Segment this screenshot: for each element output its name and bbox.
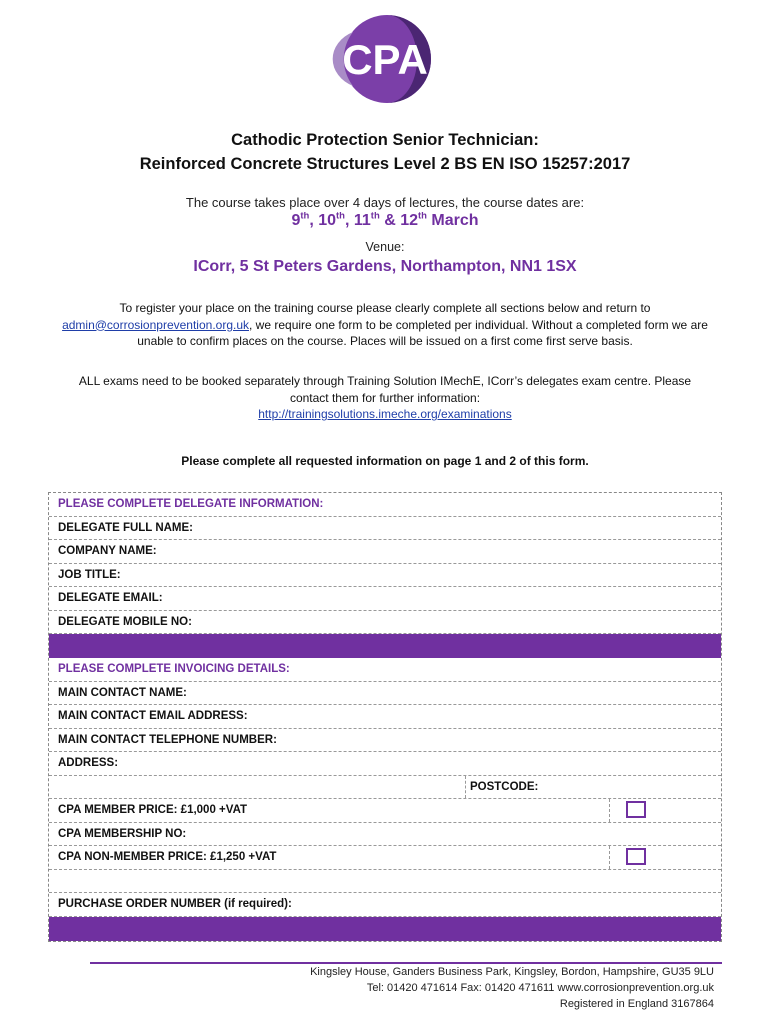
main-contact-name-field[interactable]: MAIN CONTACT NAME: [49,682,721,706]
registration-paragraph: To register your place on the training course please clearly complete all sections below and return to admin@corrosionprevention.org.uk, we require one form to be completed per individual. Without a completed form we are unable to confirm places on the course. Places will be issued on a first come first serve basis. [62,301,708,348]
delegate-email-field[interactable]: DELEGATE EMAIL: [49,587,721,611]
footer-address: Kingsley House, Ganders Business Park, Kingsley, Bordon, Hampshire, GU35 9LU [310,966,714,978]
venue-address: ICorr, 5 St Peters Gardens, Northampton, NN1 1SX [193,258,577,275]
course-intro: The course takes place over 4 days of lectures, the course dates are: [185,195,585,210]
cpa-logo [331,14,439,104]
course-title-line2: Reinforced Concrete Structures Level 2 BS EN ISO 15257:2017 [139,155,631,173]
course-dates: 9th, 10th, 11th & 12th March [291,210,479,229]
non-member-price-row [49,846,721,870]
delegate-name-field[interactable]: DELEGATE FULL NAME: [49,517,721,541]
po-number-field[interactable]: PURCHASE ORDER NUMBER (if required): [49,893,721,917]
blank-row [49,870,721,894]
delegate-mobile-field[interactable]: DELEGATE MOBILE NO: [49,611,721,635]
delegate-heading: PLEASE COMPLETE DELEGATE INFORMATION: [49,493,721,517]
member-price-checkbox[interactable] [626,801,646,818]
member-price-row [49,799,721,823]
membership-no-label: CPA MEMBERSHIP NO: [58,827,187,840]
postcode-field[interactable]: POSTCODE: [465,776,538,799]
logo-text: CPA [342,36,428,83]
registration-email-link[interactable]: admin@corrosionprevention.org.uk [62,317,250,332]
address-field[interactable]: ADDRESS: [49,752,721,776]
exams-url-link[interactable]: http://trainingsolutions.imeche.org/examinations [258,407,512,421]
form-footer-band [49,917,721,941]
address-row-2[interactable] [49,776,721,800]
invoicing-heading: PLEASE COMPLETE INVOICING DETAILS: [49,658,721,682]
non-member-price-checkbox[interactable] [626,848,646,865]
exams-paragraph: ALL exams need to be booked separately through Training Solution IMechE, ICorr’s delegates exam centre. Please contact them for further information: http://trainingsolutions.imeche.org/examinations [78,374,692,421]
venue-label: Venue: [365,240,405,254]
company-name-field[interactable]: COMPANY NAME: [49,540,721,564]
footer-divider [90,962,722,964]
non-member-price-label: CPA NON-MEMBER PRICE: £1,250 +VAT [58,851,277,864]
member-price-check-cell [609,799,722,822]
main-contact-email-field[interactable]: MAIN CONTACT EMAIL ADDRESS: [49,705,721,729]
registration-form [48,492,722,942]
footer-contact: Tel: 01420 471614 Fax: 01420 471611 www.corrosionprevention.org.uk [366,982,714,994]
member-price-label: CPA MEMBER PRICE: £1,000 +VAT [58,804,248,817]
job-title-field[interactable]: JOB TITLE: [49,564,721,588]
membership-no-field[interactable] [49,823,721,847]
form-note: Please complete all requested information on page 1 and 2 of this form. [181,454,589,468]
footer-registration: Registered in England 3167864 [559,998,714,1010]
section-divider [49,634,721,658]
course-title-line1: Cathodic Protection Senior Technician: [231,131,539,149]
non-member-price-check-cell [609,846,722,869]
main-contact-phone-field[interactable]: MAIN CONTACT TELEPHONE NUMBER: [49,729,721,753]
